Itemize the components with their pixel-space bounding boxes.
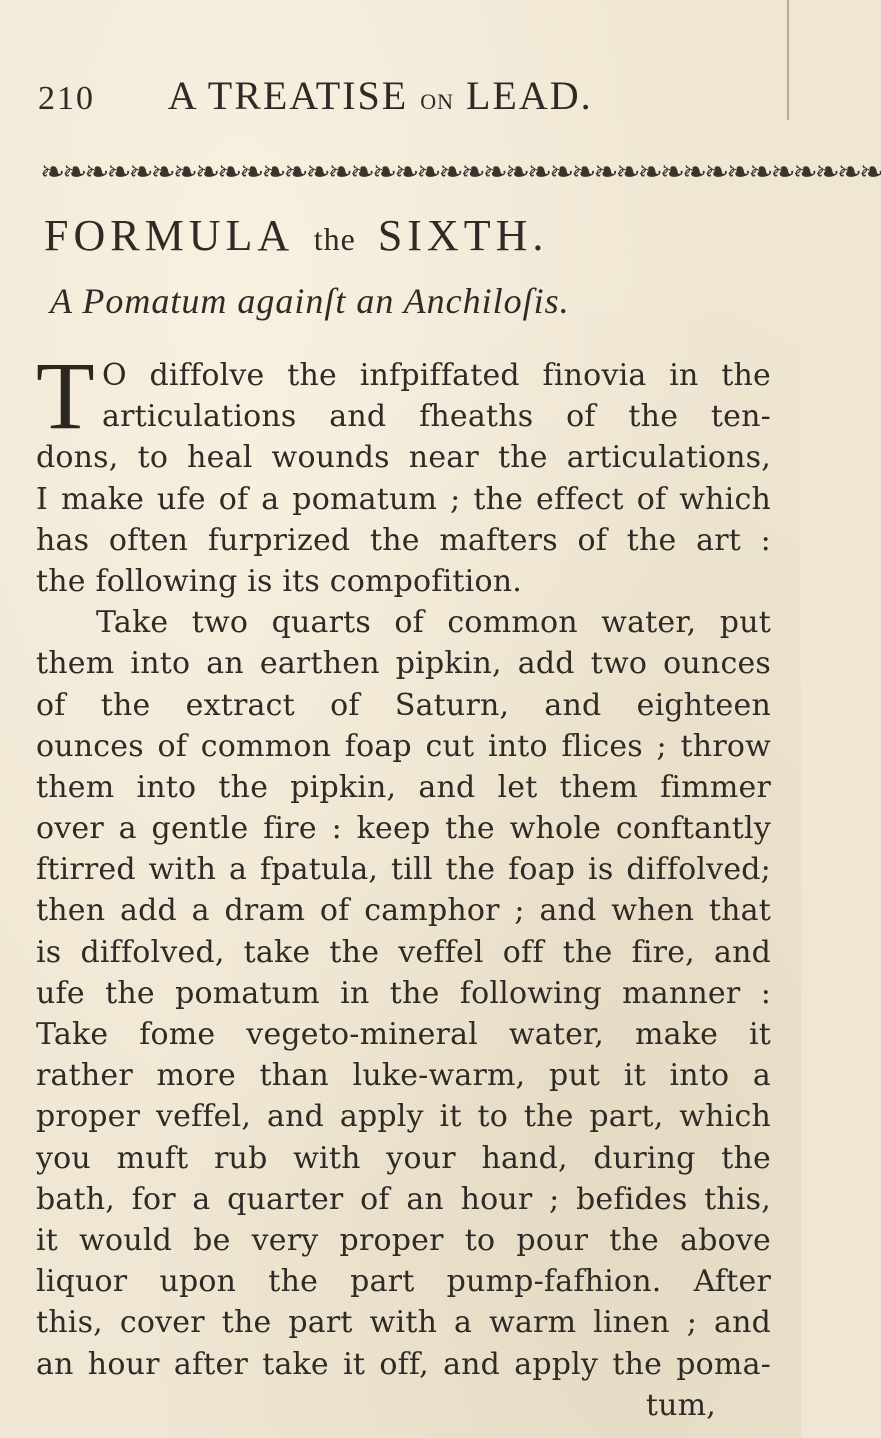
text-line: you muft rub with your hand, during the	[36, 1140, 771, 1176]
text-line: them into the pipkin, and let them fimmer	[36, 769, 771, 805]
section-subtitle: A Pomatum againſt an Anchiloſis.	[50, 281, 570, 321]
text-line: liquor upon the part pump-fafhion. After	[36, 1264, 771, 1300]
text-line: of the extract of Saturn, and eighteen	[36, 687, 771, 723]
text-line: dons, to heal wounds near the articulations,	[36, 440, 771, 476]
text-line: articulations and fheaths of the ten-	[102, 399, 771, 435]
formula-the: the	[313, 221, 356, 257]
drop-cap: T	[36, 342, 95, 449]
text-line: has often furprized the mafters of the art :	[36, 522, 771, 558]
text-line: an hour after take it off, and apply the poma-	[36, 1346, 771, 1382]
text-line: ufe the pomatum in the following manner :	[36, 975, 771, 1011]
page-number: 210	[38, 80, 95, 117]
header-title-on: ON	[420, 89, 454, 114]
text-line: Take two quarts of common water, put	[96, 605, 771, 641]
text-line: rather more than luke-warm, put it into a	[36, 1058, 771, 1094]
text-line: this, cover the part with a warm linen ; and	[36, 1305, 771, 1341]
running-header	[38, 72, 758, 119]
text-line: I make ufe of a pomatum ; the effect of which	[36, 481, 771, 517]
header-title-before: A TREATISE	[167, 73, 409, 118]
formula-word: FORMULA	[44, 211, 292, 260]
header-title-after: LEAD.	[465, 73, 593, 118]
text-line: bath, for a quarter of an hour ; befides this,	[36, 1181, 771, 1217]
text-line: proper veffel, and apply it to the part, which	[36, 1099, 771, 1135]
text-line: then add a dram of camphor ; and when that	[36, 893, 771, 929]
text-line: ftirred with a fpatula, till the foap is diffolved;	[36, 852, 771, 888]
text-line: over a gentle fire : keep the whole conftantly	[36, 811, 771, 847]
text-line: is diffolved, take the veffel off the fire, and	[36, 934, 771, 970]
formula-ordinal: SIXTH.	[377, 211, 549, 260]
text-line: O diffolve the infpiffated finovia in the	[102, 358, 771, 393]
text-line: Take fome vegeto-mineral water, make it	[36, 1017, 771, 1052]
text-line: the following is its compofition.	[36, 563, 522, 599]
body-text	[36, 342, 771, 1426]
catchword: tum,	[645, 1387, 716, 1423]
section-title	[44, 210, 744, 261]
text-line: them into an earthen pipkin, add two ounces	[36, 646, 771, 682]
page-edge-shadow	[787, 0, 789, 120]
ornament-border-icon: ❧❧❧❧❧❧❧❧❧❧❧❧❧❧❧❧❧❧❧❧❧❧❧❧❧❧❧❧❧❧❧❧❧❧❧❧❧❧	[40, 155, 881, 190]
text-line: ounces of common foap cut into flices ; throw	[36, 728, 771, 764]
text-line: it would be very proper to pour the above	[36, 1222, 771, 1258]
